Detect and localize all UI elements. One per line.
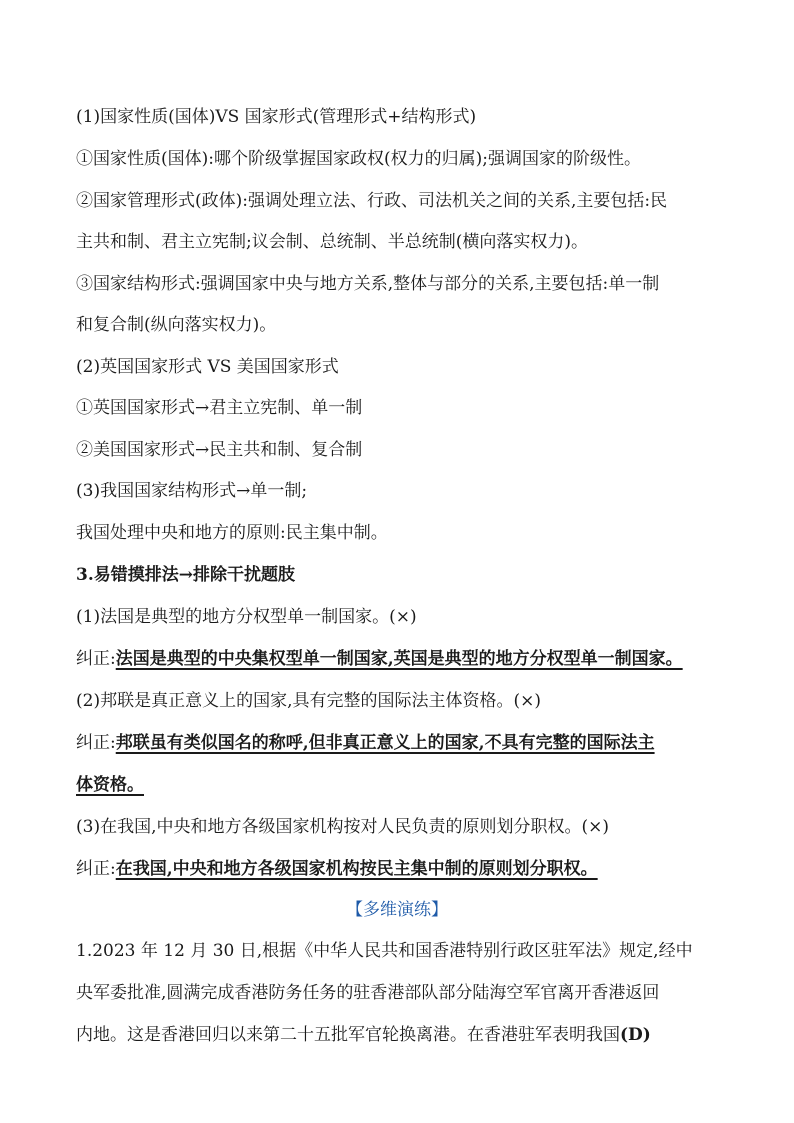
correction-label: 纠正: [76, 649, 116, 669]
practice-q1-answer: (D) [620, 1025, 651, 1045]
error-question-1: (1)法国是典型的地方分权型单一制国家。(×) [76, 607, 417, 627]
practice-q1-line2: 央军委批准,圆满完成香港防务任务的驻香港部队部分陆海空军官离开香港返回 [76, 983, 660, 1003]
correction-answer-1: 法国是典型的中央集权型单一制国家,英国是典型的地方分权型单一制国家。 [115, 649, 683, 669]
section1-item3-line2: 和复合制(纵向落实权力)。 [76, 315, 277, 335]
practice-q1-line3 [76, 1024, 726, 1046]
correction-label: 纠正: [76, 859, 116, 879]
correction-3 [76, 858, 726, 880]
error-question-3: (3)在我国,中央和地方各级国家机构按对人民负责的原则划分职权。(×) [76, 817, 609, 837]
correction-2-cont [76, 774, 726, 796]
section2-item2: ②美国国家形式→民主共和制、复合制 [76, 440, 363, 460]
errors-heading: 3.易错摸排法→排除干扰题肢 [76, 565, 295, 585]
correction-1 [76, 648, 726, 670]
section3-line1: (3)我国国家结构形式→单一制; [76, 481, 308, 501]
correction-answer-2-line2: 体资格。 [76, 775, 144, 795]
practice-q1-line1: 1.2023 年 12 月 30 日,根据《中华人民共和国香港特别行政区驻军法》规定,经中 [76, 941, 693, 961]
section1-item2-line2: 主共和制、君主立宪制;议会制、总统制、半总统制(横向落实权力)。 [76, 232, 588, 252]
section1-heading: (1)国家性质(国体)VS 国家形式(管理形式+结构形式) [76, 107, 477, 127]
correction-answer-2-line1: 邦联虽有类似国名的称呼,但非真正意义上的国家,不具有完整的国际法主 [115, 733, 655, 753]
section1-item3-line1: ③国家结构形式:强调国家中央与地方关系,整体与部分的关系,主要包括:单一制 [76, 274, 660, 294]
section2-heading: (2)英国国家形式 VS 美国国家形式 [76, 357, 339, 377]
correction-2 [76, 732, 726, 754]
correction-answer-3: 在我国,中央和地方各级国家机构按民主集中制的原则划分职权。 [115, 859, 598, 879]
practice-q1-line3-text: 内地。这是香港回归以来第二十五批军官轮换离港。在香港驻军表明我国 [76, 1025, 620, 1045]
section2-item1: ①英国国家形式→君主立宪制、单一制 [76, 398, 363, 418]
correction-label: 纠正: [76, 733, 116, 753]
section1-item1: ①国家性质(国体):哪个阶级掌握国家政权(权力的归属);强调国家的阶级性。 [76, 149, 641, 169]
section1-item2-line1: ②国家管理形式(政体):强调处理立法、行政、司法机关之间的关系,主要包括:民 [76, 191, 668, 211]
section3-line2: 我国处理中央和地方的原则:民主集中制。 [76, 523, 388, 543]
practice-title: 【多维演练】 [346, 900, 448, 920]
error-question-2: (2)邦联是真正意义上的国家,具有完整的国际法主体资格。(×) [76, 691, 541, 711]
